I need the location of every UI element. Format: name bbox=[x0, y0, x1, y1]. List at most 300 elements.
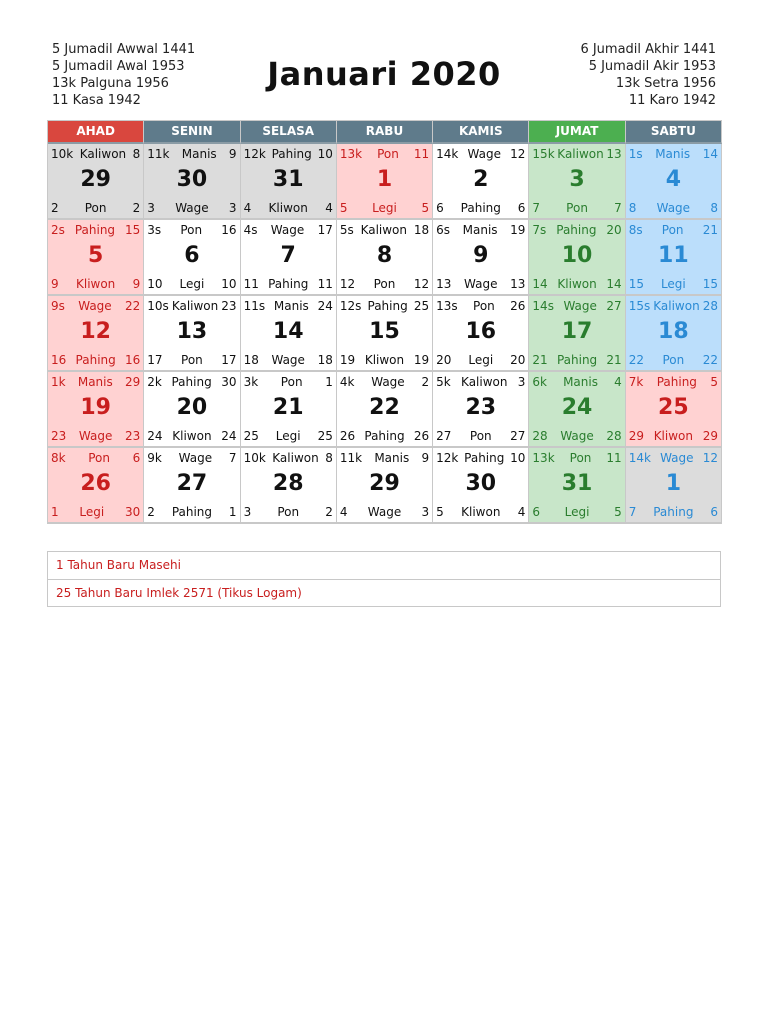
javanese-date-alt: 25 bbox=[317, 429, 333, 443]
javanese-date: 16 bbox=[51, 353, 67, 367]
day-cell bbox=[337, 220, 433, 296]
day-cell bbox=[48, 372, 144, 448]
pasaran-name: Wage bbox=[560, 429, 594, 443]
pasaran-name: Pon bbox=[180, 223, 203, 237]
day-cell-bottom-row bbox=[433, 505, 528, 519]
pasaran-name: Pon bbox=[473, 299, 495, 313]
lunar-date: 13k bbox=[532, 451, 555, 465]
day-cell-bottom-row bbox=[529, 201, 624, 215]
javanese-date-alt: 28 bbox=[606, 429, 622, 443]
javanese-date: 5 bbox=[436, 505, 444, 519]
hijri-date: 29 bbox=[125, 375, 141, 389]
gregorian-day-number: 27 bbox=[176, 471, 208, 496]
day-cell bbox=[144, 448, 240, 524]
lunar-date: 11s bbox=[243, 299, 266, 313]
day-cell-bottom-row bbox=[48, 505, 143, 519]
day-cell-bottom-row bbox=[144, 505, 239, 519]
pasaran-name: Kaliwon bbox=[557, 147, 604, 161]
lunar-date: 11k bbox=[339, 451, 363, 465]
gregorian-day-number: 9 bbox=[473, 243, 489, 268]
day-cell-top-row bbox=[48, 451, 143, 465]
day-cell-bottom-row bbox=[337, 277, 432, 291]
day-cell-top-row bbox=[433, 299, 528, 313]
gregorian-day-number: 24 bbox=[561, 395, 593, 420]
lunar-date: 8k bbox=[51, 451, 66, 465]
hijri-date: 7 bbox=[228, 451, 237, 465]
gregorian-day-number: 18 bbox=[658, 319, 689, 344]
day-cell bbox=[626, 448, 722, 524]
day-header-ahad: AHAD bbox=[48, 121, 144, 144]
pasaran-name: Wage bbox=[78, 299, 112, 313]
hijri-date: 8 bbox=[132, 147, 141, 161]
day-cell bbox=[144, 372, 240, 448]
day-cell bbox=[144, 144, 240, 220]
lunar-date: 15k bbox=[532, 147, 555, 161]
pasaran-name: Wage bbox=[270, 223, 305, 237]
header-left-line: 5 Jumadil Awal 1953 bbox=[52, 59, 185, 74]
day-cell bbox=[529, 448, 625, 524]
lunar-date: 5k bbox=[436, 375, 451, 389]
pasaran-name: Wage bbox=[367, 505, 402, 519]
day-cell bbox=[626, 296, 722, 372]
javanese-date-alt: 23 bbox=[125, 429, 141, 443]
hijri-date: 8 bbox=[325, 451, 333, 465]
pasaran-name: Manis bbox=[181, 147, 217, 161]
lunar-date: 14k bbox=[628, 451, 651, 465]
gregorian-day-number: 23 bbox=[465, 395, 497, 420]
javanese-date-alt: 6 bbox=[710, 505, 718, 519]
day-cell bbox=[241, 448, 337, 524]
javanese-date: 6 bbox=[436, 201, 444, 215]
javanese-date-alt: 20 bbox=[510, 353, 526, 367]
day-header-jumat: JUMAT bbox=[529, 121, 625, 144]
pasaran-name: Kaliwon bbox=[461, 375, 508, 389]
day-cell-bottom-row bbox=[626, 201, 721, 215]
hijri-date: 9 bbox=[228, 147, 237, 161]
lunar-date: 2s bbox=[51, 223, 65, 237]
day-cell bbox=[241, 144, 337, 220]
gregorian-day-number: 11 bbox=[658, 243, 689, 268]
day-cell-top-row bbox=[529, 451, 624, 465]
javanese-date-alt: 29 bbox=[702, 429, 718, 443]
javanese-date-alt: 16 bbox=[125, 353, 141, 367]
day-cell bbox=[337, 372, 433, 448]
day-cell bbox=[626, 220, 722, 296]
hijri-date: 4 bbox=[614, 375, 622, 389]
header-right-line: 11 Karo 1942 bbox=[628, 93, 716, 108]
day-cell bbox=[433, 296, 529, 372]
pasaran-name: Kliwon bbox=[268, 201, 308, 215]
day-cell-top-row bbox=[144, 147, 239, 161]
hijri-date: 13 bbox=[606, 147, 622, 161]
javanese-date: 5 bbox=[339, 201, 348, 215]
javanese-date-alt: 11 bbox=[317, 277, 333, 291]
pasaran-name: Pahing bbox=[653, 505, 694, 519]
day-cell-bottom-row bbox=[241, 505, 336, 519]
gregorian-day-number: 2 bbox=[473, 167, 489, 192]
gregorian-day-number: 8 bbox=[376, 243, 393, 268]
javanese-date: 27 bbox=[436, 429, 452, 443]
hijri-date: 11 bbox=[606, 451, 622, 465]
header-right-line: 6 Jumadil Akhir 1441 bbox=[580, 42, 716, 57]
hijri-date: 14 bbox=[702, 147, 718, 161]
pasaran-name: Pahing bbox=[364, 429, 405, 443]
pasaran-name: Pon bbox=[84, 201, 107, 215]
lunar-date: 13k bbox=[339, 147, 363, 161]
javanese-date: 10 bbox=[147, 277, 163, 291]
day-cell-top-row bbox=[626, 147, 721, 161]
pasaran-name: Pon bbox=[280, 375, 303, 389]
header-right-line: 5 Jumadil Akir 1953 bbox=[588, 59, 716, 74]
gregorian-day-number: 20 bbox=[176, 395, 208, 420]
day-cell-bottom-row bbox=[337, 505, 432, 519]
pasaran-name: Pon bbox=[569, 451, 592, 465]
day-cell-bottom-row bbox=[241, 201, 336, 215]
gregorian-day-number: 29 bbox=[369, 471, 400, 496]
pasaran-name: Wage bbox=[656, 201, 691, 215]
pasaran-name: Kliwon bbox=[364, 353, 405, 367]
javanese-date: 4 bbox=[243, 201, 252, 215]
pasaran-name: Pon bbox=[661, 223, 684, 237]
gregorian-day-number: 12 bbox=[80, 319, 111, 344]
holiday-item: 25 Tahun Baru Imlek 2571 (Tikus Logam) bbox=[48, 579, 720, 606]
lunar-date: 5s bbox=[339, 223, 354, 237]
day-cell-bottom-row bbox=[144, 201, 239, 215]
hijri-date: 20 bbox=[606, 223, 622, 237]
lunar-date: 11k bbox=[147, 147, 170, 161]
day-cell-top-row bbox=[433, 451, 528, 465]
pasaran-name: Kliwon bbox=[172, 429, 212, 443]
day-cell-top-row bbox=[48, 375, 143, 389]
lunar-date: 8s bbox=[628, 223, 643, 237]
day-cell-bottom-row bbox=[529, 505, 624, 519]
day-cell-bottom-row bbox=[48, 277, 143, 291]
hijri-date: 1 bbox=[325, 375, 333, 389]
pasaran-name: Wage bbox=[271, 353, 305, 367]
javanese-date: 23 bbox=[51, 429, 67, 443]
hijri-date: 2 bbox=[421, 375, 430, 389]
gregorian-day-number: 31 bbox=[272, 167, 304, 192]
pasaran-name: Pon bbox=[469, 429, 492, 443]
javanese-date-alt: 15 bbox=[702, 277, 718, 291]
pasaran-name: Pahing bbox=[556, 353, 598, 367]
day-header-kamis: KAMIS bbox=[433, 121, 529, 144]
gregorian-day-number: 14 bbox=[272, 319, 304, 344]
javanese-date: 3 bbox=[243, 505, 252, 519]
day-cell-bottom-row bbox=[241, 429, 336, 443]
day-cell bbox=[48, 220, 144, 296]
javanese-date-alt: 10 bbox=[221, 277, 237, 291]
holiday-list bbox=[47, 551, 721, 607]
hijri-date: 11 bbox=[413, 147, 430, 161]
pasaran-name: Pahing bbox=[74, 223, 116, 237]
day-cell-top-row bbox=[529, 147, 624, 161]
lunar-date: 2k bbox=[147, 375, 162, 389]
javanese-date: 11 bbox=[243, 277, 259, 291]
gregorian-day-number: 21 bbox=[272, 395, 304, 420]
javanese-date: 17 bbox=[147, 353, 163, 367]
hijri-date: 18 bbox=[413, 223, 430, 237]
pasaran-name: Legi bbox=[660, 277, 686, 291]
pasaran-name: Pahing bbox=[171, 505, 213, 519]
javanese-date-alt: 1 bbox=[228, 505, 237, 519]
day-cell-top-row bbox=[241, 375, 336, 389]
day-cell-top-row bbox=[337, 223, 432, 237]
day-cell-top-row bbox=[337, 375, 432, 389]
holiday-item: 1 Tahun Baru Masehi bbox=[56, 558, 181, 572]
pasaran-name: Pon bbox=[88, 451, 110, 465]
gregorian-day-number: 10 bbox=[561, 243, 593, 268]
hijri-date: 5 bbox=[710, 375, 718, 389]
pasaran-name: Legi bbox=[372, 201, 397, 215]
gregorian-day-number: 15 bbox=[369, 319, 400, 344]
day-cell bbox=[241, 296, 337, 372]
day-cell bbox=[337, 296, 433, 372]
hijri-date: 12 bbox=[510, 147, 526, 161]
pasaran-name: Kliwon bbox=[653, 429, 693, 443]
gregorian-day-number: 5 bbox=[87, 243, 104, 268]
javanese-date-alt: 2 bbox=[132, 201, 141, 215]
day-cell-top-row bbox=[337, 299, 432, 313]
day-cell bbox=[433, 220, 529, 296]
javanese-date-alt: 7 bbox=[614, 201, 622, 215]
lunar-date: 10k bbox=[243, 451, 266, 465]
javanese-date: 9 bbox=[51, 277, 59, 291]
pasaran-name: Pahing bbox=[75, 353, 116, 367]
day-cell-top-row bbox=[144, 299, 239, 313]
pasaran-name: Legi bbox=[79, 505, 105, 519]
javanese-date-alt: 27 bbox=[510, 429, 526, 443]
javanese-date: 1 bbox=[51, 505, 59, 519]
day-header-rabu: RABU bbox=[337, 121, 433, 144]
day-cell-top-row bbox=[144, 223, 239, 237]
header-right-calendars bbox=[580, 41, 716, 109]
lunar-date: 4k bbox=[339, 375, 355, 389]
day-cell-top-row bbox=[529, 375, 624, 389]
lunar-date: 14s bbox=[532, 299, 554, 313]
pasaran-name: Kliwon bbox=[75, 277, 116, 291]
gregorian-day-number: 25 bbox=[658, 395, 689, 420]
header-left-line: 13k Palguna 1956 bbox=[52, 76, 169, 91]
pasaran-name: Kliwon bbox=[461, 505, 501, 519]
javanese-date-alt: 21 bbox=[606, 353, 622, 367]
day-cell-bottom-row bbox=[337, 429, 432, 443]
hijri-date: 3 bbox=[517, 375, 526, 389]
pasaran-name: Wage bbox=[563, 299, 597, 313]
day-cell bbox=[529, 296, 625, 372]
javanese-date-alt: 22 bbox=[702, 353, 718, 367]
gregorian-day-number: 29 bbox=[80, 167, 111, 192]
javanese-date: 15 bbox=[628, 277, 644, 291]
javanese-date-alt: 3 bbox=[421, 505, 430, 519]
javanese-date: 28 bbox=[532, 429, 548, 443]
javanese-date-alt: 2 bbox=[325, 505, 333, 519]
day-cell bbox=[626, 144, 722, 220]
pasaran-name: Pahing bbox=[556, 223, 597, 237]
day-cell-top-row bbox=[626, 375, 721, 389]
pasaran-name: Kaliwon bbox=[79, 147, 127, 161]
javanese-date-alt: 24 bbox=[221, 429, 237, 443]
day-cell-top-row bbox=[144, 451, 239, 465]
lunar-date: 10s bbox=[147, 299, 169, 313]
day-cell bbox=[529, 372, 625, 448]
day-cell-bottom-row bbox=[626, 505, 721, 519]
gregorian-day-number: 6 bbox=[184, 243, 200, 268]
pasaran-name: Legi bbox=[179, 277, 205, 291]
header-left-line: 11 Kasa 1942 bbox=[52, 93, 141, 108]
gregorian-day-number: 31 bbox=[561, 471, 593, 496]
javanese-date-alt: 4 bbox=[517, 505, 526, 519]
hijri-date: 21 bbox=[702, 223, 718, 237]
day-cell-top-row bbox=[241, 223, 336, 237]
javanese-date: 8 bbox=[628, 201, 637, 215]
hijri-date: 17 bbox=[317, 223, 333, 237]
lunar-date: 15s bbox=[628, 299, 651, 313]
javanese-date: 26 bbox=[339, 429, 356, 443]
javanese-date: 29 bbox=[628, 429, 644, 443]
lunar-date: 3k bbox=[243, 375, 259, 389]
pasaran-name: Wage bbox=[660, 451, 694, 465]
gregorian-day-number: 1 bbox=[665, 471, 681, 496]
javanese-date-alt: 6 bbox=[517, 201, 526, 215]
javanese-date: 12 bbox=[339, 277, 356, 291]
gregorian-day-number: 22 bbox=[369, 395, 400, 420]
javanese-date: 2 bbox=[147, 505, 155, 519]
hijri-date: 22 bbox=[125, 299, 141, 313]
javanese-date: 14 bbox=[532, 277, 548, 291]
header-right-line: 13k Setra 1956 bbox=[615, 76, 716, 91]
header-left-line: 5 Jumadil Awwal 1441 bbox=[52, 42, 196, 57]
javanese-date-alt: 3 bbox=[228, 201, 237, 215]
day-cell-bottom-row bbox=[241, 353, 336, 367]
pasaran-name: Legi bbox=[275, 429, 301, 443]
day-cell-top-row bbox=[337, 147, 432, 161]
hijri-date: 9 bbox=[421, 451, 430, 465]
javanese-date: 2 bbox=[51, 201, 59, 215]
javanese-date: 4 bbox=[339, 505, 348, 519]
pasaran-name: Pahing bbox=[367, 299, 408, 313]
pasaran-name: Wage bbox=[78, 429, 113, 443]
lunar-date: 13s bbox=[436, 299, 458, 313]
pasaran-name: Pon bbox=[181, 353, 203, 367]
day-cell-bottom-row bbox=[48, 353, 143, 367]
javanese-date-alt: 13 bbox=[510, 277, 526, 291]
javanese-date-alt: 5 bbox=[421, 201, 430, 215]
pasaran-name: Kaliwon bbox=[360, 223, 408, 237]
pasaran-name: Pon bbox=[662, 353, 685, 367]
day-cell-top-row bbox=[241, 451, 336, 465]
pasaran-name: Manis bbox=[374, 451, 410, 465]
pasaran-name: Manis bbox=[77, 375, 113, 389]
gregorian-day-number: 30 bbox=[465, 471, 497, 496]
lunar-date: 12s bbox=[339, 299, 362, 313]
day-cell bbox=[433, 448, 529, 524]
javanese-date-alt: 30 bbox=[125, 505, 141, 519]
day-cell-bottom-row bbox=[433, 353, 528, 367]
lunar-date: 3s bbox=[147, 223, 162, 237]
hijri-date: 16 bbox=[221, 223, 237, 237]
day-cell-bottom-row bbox=[144, 277, 239, 291]
hijri-date: 10 bbox=[317, 147, 333, 161]
day-cell bbox=[144, 220, 240, 296]
gregorian-day-number: 16 bbox=[465, 319, 497, 344]
day-cell-bottom-row bbox=[433, 429, 528, 443]
day-cell bbox=[433, 144, 529, 220]
lunar-date: 7k bbox=[628, 375, 644, 389]
pasaran-name: Kliwon bbox=[557, 277, 597, 291]
pasaran-name: Pon bbox=[566, 201, 588, 215]
gregorian-day-number: 7 bbox=[280, 243, 296, 268]
javanese-date: 7 bbox=[628, 505, 637, 519]
lunar-date: 4s bbox=[243, 223, 258, 237]
day-cell-bottom-row bbox=[626, 277, 721, 291]
day-cell-top-row bbox=[48, 147, 143, 161]
day-header-sabtu: SABTU bbox=[626, 121, 722, 144]
gregorian-day-number: 19 bbox=[80, 395, 111, 420]
lunar-date: 1k bbox=[51, 375, 66, 389]
hijri-date: 27 bbox=[606, 299, 622, 313]
javanese-date-alt: 17 bbox=[221, 353, 237, 367]
javanese-date: 22 bbox=[628, 353, 644, 367]
pasaran-name: Wage bbox=[467, 147, 501, 161]
day-cell-bottom-row bbox=[433, 277, 528, 291]
day-cell bbox=[626, 372, 722, 448]
day-cell-bottom-row bbox=[529, 353, 624, 367]
lunar-date: 7s bbox=[532, 223, 547, 237]
gregorian-day-number: 4 bbox=[665, 167, 681, 192]
javanese-date: 6 bbox=[532, 505, 541, 519]
day-cell-top-row bbox=[529, 223, 624, 237]
javanese-date: 25 bbox=[243, 429, 259, 443]
day-cell-bottom-row bbox=[48, 429, 143, 443]
day-cell-top-row bbox=[241, 299, 336, 313]
pasaran-name: Pon bbox=[377, 147, 399, 161]
day-cell-top-row bbox=[626, 223, 721, 237]
pasaran-name: Kaliwon bbox=[653, 299, 700, 313]
lunar-date: 14k bbox=[436, 147, 459, 161]
day-cell-bottom-row bbox=[241, 277, 336, 291]
day-cell-bottom-row bbox=[626, 353, 721, 367]
pasaran-name: Manis bbox=[655, 147, 691, 161]
pasaran-name: Pahing bbox=[271, 147, 312, 161]
day-cell-bottom-row bbox=[144, 353, 239, 367]
day-cell-top-row bbox=[529, 299, 624, 313]
day-cell bbox=[48, 144, 144, 220]
javanese-date-alt: 9 bbox=[132, 277, 141, 291]
pasaran-name: Pahing bbox=[656, 375, 697, 389]
day-cell bbox=[433, 372, 529, 448]
pasaran-name: Legi bbox=[468, 353, 494, 367]
day-cell-top-row bbox=[48, 223, 143, 237]
day-cell bbox=[241, 220, 337, 296]
calendar-grid bbox=[47, 120, 722, 524]
page-title: Januari 2020 bbox=[267, 55, 501, 93]
pasaran-name: Pahing bbox=[268, 277, 309, 291]
pasaran-name: Manis bbox=[563, 375, 598, 389]
javanese-date-alt: 5 bbox=[614, 505, 622, 519]
hijri-date: 10 bbox=[510, 451, 526, 465]
day-cell-bottom-row bbox=[529, 277, 624, 291]
day-cell bbox=[529, 144, 625, 220]
gregorian-day-number: 3 bbox=[569, 167, 585, 192]
day-cell-top-row bbox=[433, 375, 528, 389]
gregorian-day-number: 13 bbox=[176, 319, 208, 344]
pasaran-name: Wage bbox=[464, 277, 498, 291]
day-cell-bottom-row bbox=[529, 429, 624, 443]
javanese-date-alt: 19 bbox=[413, 353, 430, 367]
javanese-date-alt: 4 bbox=[325, 201, 333, 215]
pasaran-name: Manis bbox=[273, 299, 309, 313]
